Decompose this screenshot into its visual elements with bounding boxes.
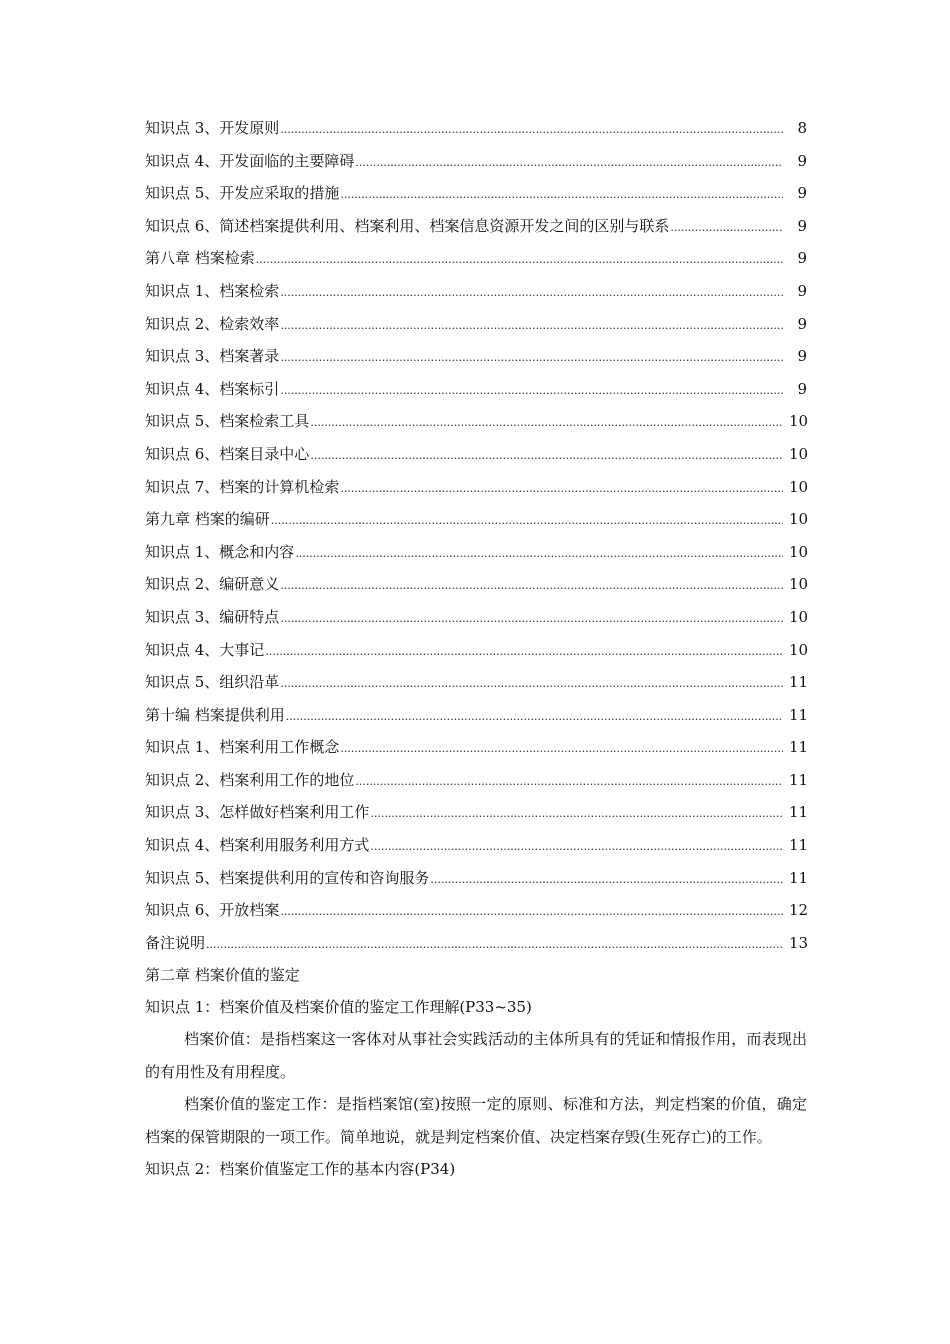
toc-entry[interactable]	[145, 503, 807, 536]
toc-entry-title: 第九章 档案的编研	[145, 510, 270, 529]
toc-entry-title: 知识点 3、开发原则	[145, 119, 280, 137]
toc-entry-page-number: 11	[789, 738, 809, 757]
toc-entry[interactable]	[145, 210, 807, 243]
toc-entry-page-number: 9	[797, 151, 807, 170]
toc-dot-leader	[280, 570, 783, 603]
toc-dot-leader	[271, 505, 783, 538]
toc-entry-title: 知识点 7、档案的计算机检索	[145, 477, 340, 496]
toc-entry-title: 知识点 1、概念和内容	[145, 542, 295, 561]
toc-entry-title: 知识点 5、档案提供利用的宣传和咨询服务	[145, 868, 430, 887]
toc-entry-page-number: 10	[789, 444, 809, 463]
toc-entry-page-number: 10	[789, 412, 809, 431]
toc-dot-leader	[280, 342, 783, 375]
toc-entry[interactable]	[145, 308, 807, 341]
toc-dot-leader	[430, 864, 783, 897]
toc-entry-page-number: 10	[789, 510, 809, 529]
toc-entry[interactable]	[145, 536, 807, 569]
toc-entry[interactable]	[145, 405, 807, 438]
document-page	[145, 112, 807, 1185]
toc-entry[interactable]	[145, 829, 807, 862]
toc-entry-page-number: 11	[789, 803, 809, 822]
toc-dot-leader	[256, 244, 783, 277]
toc-entry[interactable]	[145, 438, 807, 471]
toc-entry-title: 备注说明	[145, 933, 206, 952]
toc-dot-leader	[280, 603, 783, 636]
toc-entry-page-number: 8	[797, 119, 807, 137]
toc-entry-page-number: 10	[789, 575, 809, 594]
toc-dot-leader	[340, 733, 783, 766]
toc-dot-leader	[355, 766, 783, 799]
toc-entry[interactable]	[145, 731, 807, 764]
toc-entry-title: 知识点 5、档案检索工具	[145, 412, 310, 431]
toc-dot-leader	[310, 440, 783, 473]
toc-entry-page-number: 11	[789, 673, 809, 692]
table-of-contents	[145, 112, 807, 959]
toc-entry[interactable]	[145, 177, 807, 210]
toc-entry-title: 知识点 1、档案利用工作概念	[145, 738, 340, 757]
toc-entry[interactable]	[145, 927, 807, 960]
toc-entry[interactable]	[145, 699, 807, 732]
toc-entry-title: 知识点 3、档案著录	[145, 347, 280, 366]
toc-entry-page-number: 12	[789, 901, 809, 920]
toc-entry[interactable]	[145, 568, 807, 601]
toc-entry-page-number: 9	[797, 281, 807, 300]
toc-entry-title: 知识点 4、开发面临的主要障碍	[145, 151, 355, 170]
toc-entry[interactable]	[145, 764, 807, 797]
toc-entry-page-number: 11	[789, 868, 809, 887]
toc-entry-title: 知识点 6、档案目录中心	[145, 444, 310, 463]
toc-entry[interactable]	[145, 373, 807, 406]
toc-entry-page-number: 9	[797, 184, 807, 203]
toc-entry[interactable]	[145, 242, 807, 275]
toc-entry[interactable]	[145, 634, 807, 667]
toc-entry-page-number: 9	[797, 216, 807, 235]
toc-entry-title: 第十编 档案提供利用	[145, 705, 285, 724]
toc-dot-leader	[370, 798, 783, 831]
toc-entry-title: 知识点 2、检索效率	[145, 314, 280, 333]
toc-dot-leader	[295, 538, 783, 571]
toc-entry[interactable]	[145, 340, 807, 373]
toc-dot-leader	[280, 310, 783, 343]
toc-dot-leader	[265, 636, 783, 669]
toc-entry-title: 知识点 3、编研特点	[145, 607, 280, 626]
toc-entry[interactable]	[145, 471, 807, 504]
paragraph-appraisal-work: 档案价值的鉴定工作：是指档案馆(室)按照一定的原则、标准和方法，判定档案的价值，确定档案的保管期限的一项工作。简单地说，就是判定档案价值、决定档案存毁(生死存亡)的工作。	[145, 1095, 807, 1146]
toc-entry-title: 知识点 2、档案利用工作的地位	[145, 770, 355, 789]
toc-entry-page-number: 9	[797, 314, 807, 333]
knowledge-point-1-heading: 知识点 1：档案价值及档案价值的鉴定工作理解(P33~35)	[145, 998, 532, 1017]
toc-entry[interactable]	[145, 894, 807, 927]
toc-dot-leader	[280, 277, 783, 310]
toc-entry[interactable]	[145, 862, 807, 895]
toc-entry-page-number: 11	[789, 770, 809, 789]
toc-entry-title: 知识点 4、大事记	[145, 640, 265, 659]
toc-dot-leader	[280, 896, 783, 929]
toc-dot-leader	[355, 147, 783, 180]
toc-entry-title: 知识点 6、开放档案	[145, 901, 280, 920]
toc-entry-page-number: 13	[789, 933, 809, 952]
toc-entry-page-number: 11	[789, 705, 809, 724]
toc-entry[interactable]	[145, 112, 807, 145]
toc-entry-title: 知识点 3、怎样做好档案利用工作	[145, 803, 370, 822]
toc-entry-title: 知识点 5、开发应采取的措施	[145, 184, 340, 203]
toc-entry-title: 知识点 4、档案利用服务利用方式	[145, 836, 370, 855]
toc-entry-title: 知识点 5、组织沿革	[145, 673, 280, 692]
toc-entry-title: 第八章 档案检索	[145, 249, 255, 268]
toc-dot-leader	[280, 114, 783, 147]
toc-entry-page-number: 11	[789, 836, 809, 855]
toc-dot-leader	[370, 831, 783, 864]
toc-entry[interactable]	[145, 601, 807, 634]
toc-entry-title: 知识点 6、简述档案提供利用、档案利用、档案信息资源开发之间的区别与联系	[145, 216, 670, 235]
toc-entry-page-number: 10	[789, 607, 809, 626]
toc-entry-title: 知识点 1、档案检索	[145, 281, 280, 300]
toc-dot-leader	[340, 473, 783, 506]
toc-entry-page-number: 9	[797, 379, 807, 398]
toc-entry-page-number: 9	[797, 249, 807, 268]
toc-dot-leader	[286, 701, 783, 734]
paragraph-archive-value: 档案价值：是指档案这一客体对从事社会实践活动的主体所具有的凭证和情报作用，而表现出的有用性及有用程度。	[145, 1030, 807, 1081]
toc-entry-page-number: 10	[789, 640, 809, 659]
toc-entry[interactable]	[145, 666, 807, 699]
toc-entry-page-number: 10	[789, 477, 809, 496]
toc-dot-leader	[340, 179, 783, 212]
toc-entry-page-number: 10	[789, 542, 809, 561]
toc-entry[interactable]	[145, 796, 807, 829]
toc-dot-leader	[280, 668, 783, 701]
toc-dot-leader	[280, 375, 783, 408]
knowledge-point-2-heading: 知识点 2：档案价值鉴定工作的基本内容(P34)	[145, 1160, 456, 1179]
toc-entry-title: 知识点 4、档案标引	[145, 379, 280, 398]
toc-dot-leader	[310, 407, 783, 440]
toc-dot-leader	[670, 212, 783, 245]
toc-dot-leader	[206, 929, 783, 962]
toc-entry[interactable]	[145, 275, 807, 308]
toc-entry-title: 知识点 2、编研意义	[145, 575, 280, 594]
toc-entry[interactable]	[145, 145, 807, 178]
chapter-heading: 第二章 档案价值的鉴定	[145, 966, 300, 985]
toc-entry-page-number: 9	[797, 347, 807, 366]
